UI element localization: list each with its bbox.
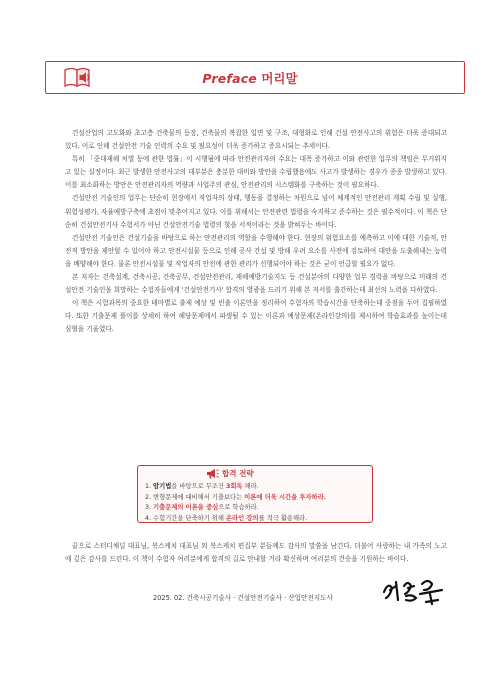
item-highlight: 기출문제의 이론을 중심 [153, 504, 219, 512]
strategy-item [145, 503, 371, 514]
strategy-list [145, 482, 371, 524]
paragraph: 이 책은 시험과목의 중요한 테마별로 출제 예상 및 빈출 이론만을 정리하여 수험자의 학습시간을 단축하는데 중점을 두어 집필하였다. 또한 기출문제 풀이를 상세히 하여 해당문제에서 파생될 수 있는 이론과 예상문제(온라인강의)를 제시하여 학습효과를 높이는데 심혈을 기울였다. [65, 299, 447, 334]
closing-text: 끝으로 스터디채널 대표님, 북스케치 대표님 외 북스케치 편집부 분들께도 감사의 말씀을 남긴다. 더불어 사랑하는 내 가족의 노고에 깊은 감사를 드린다. 이 책이 수험자 여러분에게 합격의 길로 안내할 거라 확신하며 여러분의 건승을 기원하는 바이다. [65, 542, 447, 564]
title-korean: 머리말 [261, 71, 298, 86]
item-text: 으로 학습하라. [218, 504, 259, 512]
item-number: 1. [145, 483, 152, 490]
item-number: 2. [145, 493, 152, 501]
author-credentials: 2025. 02. 건축시공기술사 · 건설안전기술사 · 산업안전지도사 [153, 594, 333, 602]
item-highlight: 3회독 [225, 483, 243, 490]
page-title [0, 69, 500, 87]
item-text: 을 바탕으로 무조건 [171, 483, 226, 490]
paragraph: 건설안전 기술인은 건설기술을 바탕으로 하는 안전관리의 역할을 수행해야 한다. 현장의 위험요소를 예측하고 이에 대한 기술적, 안전적 방안을 제안할 수 있어야 하고 안전시설물 등으로 인해 공사 간섭 및 방해 우려 요소를 사전에 검토하여 대안을 도출해내는 능력을 배양해야 한다. 물론 안전시설물 및 작업자의 안전에 관한 관리가 선행되어야 하는 것은 굳이 언급할 필요가 없다. [65, 233, 447, 268]
strategy-heading [206, 467, 254, 479]
paragraph: 본 저자는 건축설계, 건축시공, 건축공무, 건설안전관리, 재해예방기술지도 등 건설분야의 다양한 업무 경력을 바탕으로 미래의 건설안전 기술인을 희망하는 수험자들에게 '건설안전기사' 합격의 영광을 드리기 위해 본 저서를 출간하는데 최선의 노력을 다하였다. [65, 273, 447, 295]
item-highlight: 온라인 강의 [225, 514, 259, 522]
strategy-item [145, 493, 371, 504]
handwritten-signature [378, 574, 450, 608]
paragraph: 특히 「중대재해 처벌 등에 관한 법률」이 시행됨에 따라 안전관리자의 수요는 대폭 증가하고 이와 관련한 업무의 책임은 무거워지고 있는 실정이다. 최근 발생한 안전사고의 대부분은 충분한 대비와 방안을 수립했음에도 사고가 발생하는 경우가 종종 발생하고 있다. 이를 최소화하는 방안은 안전관리자의 역량과 사업주의 관심, 안전관리의 시스템화를 구축하는 것이 필요하다. [65, 155, 447, 190]
item-number: 4. [145, 514, 152, 522]
item-number: 3. [145, 504, 152, 512]
item-text: 를 적극 활용해라. [258, 514, 308, 522]
preface-body [65, 127, 447, 337]
strategy-item [145, 482, 371, 493]
strategy-title: 합격 전략 [222, 468, 254, 478]
strategy-item [145, 514, 371, 525]
paragraph: 건설산업의 고도화와 초고층 건축물의 등장, 건축물의 복잡한 입면 및 구조, 대형화로 인해 건설 안전사고의 위험은 더욱 증대되고 있다. 이로 인해 건설안전 기술 인력의 수요 및 필요성이 더욱 증가하고 증요시되는 추세이다. [65, 129, 447, 151]
paragraph: 건설안전 기술인의 업무는 단순히 현장에서 작업자의 상태, 행동을 결정하는 차원으로 넘어 체계적인 안전관리 계획 수립 및 실행, 위험성평가, 자율예방구축에 초점이 맞추어지고 있다. 이를 위해서는 안전관련 법령을 숙지하고 준수하는 것은 필수적이다. 이 책은 단순히 건설안전기사 수험서가 아닌 건설안전기술 법령의 핫을 서적이라는 것을 밝혀두는 바이다. [65, 194, 447, 229]
item-highlight: 이론에 더욱 시간을 투자하라. [244, 493, 327, 501]
megaphone-icon [206, 468, 219, 479]
item-text: 변형문제에 대비해서 기출보다는 [153, 493, 245, 501]
item-text: 수험기간을 단축하기 위해 [153, 514, 226, 522]
title-english: Preface [202, 71, 257, 86]
item-text: 해라. [242, 483, 259, 490]
item-emphasis: 암기법 [153, 483, 172, 490]
closing-body [65, 540, 447, 566]
